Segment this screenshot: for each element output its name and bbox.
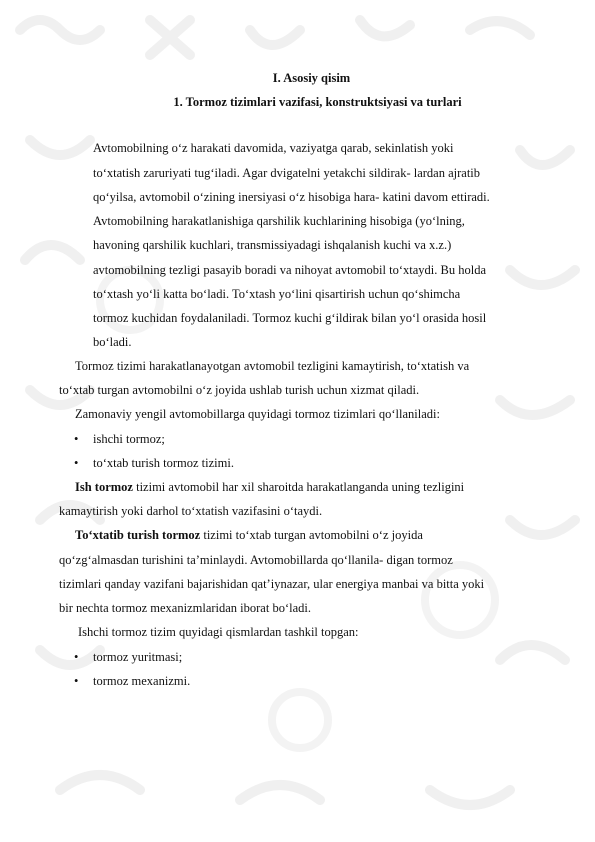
- term-parking-brake: To‘xtatib turish tormoz: [75, 528, 201, 542]
- bullet-icon: •: [74, 432, 79, 446]
- paragraph-line: tizimlari qanday vazifani bajarishidan qat’iynazar, ular energiya manbai va bitta yoki: [59, 577, 485, 591]
- paragraph-text: tizimi to‘xtab turgan avtomobilni o‘z joyida: [200, 528, 423, 542]
- paragraph-line: Ishchi tormoz tizim quyidagi qismlardan tashkil topgan:: [78, 625, 359, 639]
- paragraph-line: qo‘zg‘almasdan turishini ta’minlaydi. Avtomobillarda qo‘llanila- digan tormoz: [59, 553, 453, 567]
- paragraph-line: [75, 479, 464, 495]
- intro-line: tormoz kuchidan foydalaniladi. Tormoz kuchi g‘ildirak bilan yo‘l orasida hosil: [93, 311, 487, 325]
- intro-line: to‘xtatish zaruriyati tug‘iladi. Agar dvigatelni yetakchi sildirak- lardan ajratib: [93, 166, 481, 180]
- intro-line: havoning qarshilik kuchlari, transmissiyadagi ishqalanish kuchi va x.z.): [93, 238, 452, 252]
- intro-line: Avtomobilning o‘z harakati davomida, vaziyatga qarab, sekinlatish yoki: [93, 141, 454, 155]
- paragraph-line: Zamonaviy yengil avtomobillarga quyidagi tormoz tizimlari qo‘llaniladi:: [75, 407, 440, 421]
- list-item: ishchi tormoz;: [93, 432, 165, 446]
- intro-line: qo‘yilsa, avtomobil o‘zining inersiyasi o‘z hisobiga hara- katini davom ettiradi.: [93, 190, 490, 204]
- intro-line: avtomobilning tezligi pasayib boradi va nihoyat avtomobil to‘xtaydi. Bu holda: [93, 263, 486, 277]
- list-item: tormoz yuritmasi;: [93, 650, 183, 664]
- section-title: I. Asosiy qisim: [272, 71, 351, 85]
- bullet-icon: •: [74, 650, 79, 664]
- paragraph-line: Tormoz tizimi harakatlanayotgan avtomobil tezligini kamaytirish, to‘xtatish va: [75, 359, 470, 373]
- intro-line: to‘xtash yo‘li katta bo‘ladi. To‘xtash yo‘lini qisartirish uchun qo‘shimcha: [93, 287, 461, 301]
- paragraph-line: kamaytirish yoki darhol to‘xtatish vazifasini o‘taydi.: [59, 504, 323, 518]
- intro-line: bo‘ladi.: [93, 335, 132, 349]
- paragraph-line: [75, 527, 423, 543]
- paragraph-line: to‘xtab turgan avtomobilni o‘z joyida ushlab turish uchun xizmat qiladi.: [59, 383, 420, 397]
- chapter-title: 1. Tormoz tizimlari vazifasi, konstruktsiyasi va turlari: [173, 95, 462, 109]
- paragraph-line: bir nechta tormoz mexanizmlaridan iborat bo‘ladi.: [59, 601, 311, 615]
- intro-line: Avtomobilning harakatlanishiga qarshilik kuchlarining hisobiga (yo‘lning,: [93, 214, 465, 228]
- list-item: tormoz mexanizmi.: [93, 674, 191, 688]
- bullet-icon: •: [74, 456, 79, 470]
- paragraph-text: tizimi avtomobil har xil sharoitda harakatlanganda uning tezligini: [132, 480, 465, 494]
- list-item: to‘xtab turish tormoz tizimi.: [93, 456, 234, 470]
- term-service-brake: Ish tormoz: [75, 480, 133, 494]
- bullet-icon: •: [74, 674, 79, 688]
